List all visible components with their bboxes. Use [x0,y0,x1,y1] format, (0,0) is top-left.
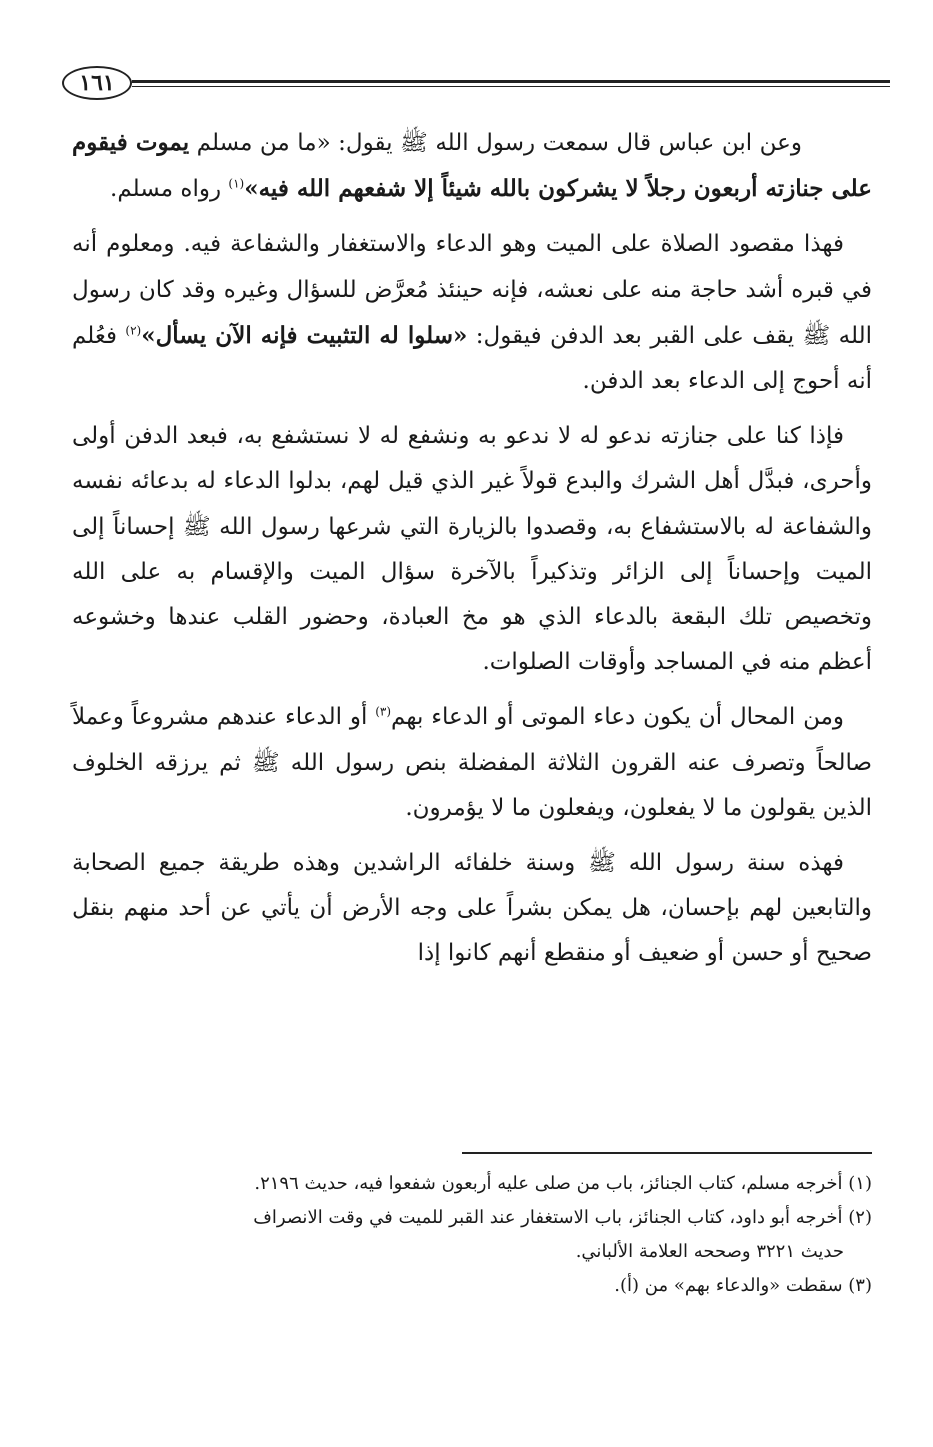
paragraph [72,695,872,831]
footnote-separator [462,1152,872,1154]
page-number: ١٦١ [62,66,132,100]
paragraph-text: فهذا مقصود الصلاة على الميت وهو الدعاء والاستغفار والشفاعة فيه. ومعلوم أنه في قبره أشد حاجة منه على نعشه، فإنه حينئذ مُعرَّض للسؤال وغيره وقد كان رسول الله ﷺ يقف على القبر بعد الدفن فيقول: [72,231,872,349]
paragraph [72,120,872,212]
footnote-ref: (١) [228,176,245,191]
page-header [62,62,890,102]
paragraph [72,841,872,977]
footnote: (٣) سقطت «والدعاء بهم» من (أ). [614,1275,872,1296]
footnote: (١) أخرجه مسلم، كتاب الجنائز، باب من صلى عليه أربعون شفعوا فيه، حديث ٢١٩٦. [254,1173,872,1194]
paragraph-text: رواه مسلم. [110,176,229,203]
paragraph-text: وعن ابن عباس قال سمعت رسول الله ﷺ يقول: «ما من مسلم [189,130,803,156]
hadith-quote: «سلوا له التثبيت فإنه الآن يسأل» [141,321,468,349]
footnote-ref: (٢) [125,323,142,338]
paragraph-text: فإذا كنا على جنازته ندعو له لا ندعو به ونشفع له لا نستشفع به، فبعد الدفن أولى وأحرى، فبدَّل أهل الشرك والبدع قولاً غير الذي قيل لهم، بدلوا الدعاء له بدعائه نفسه والشفاعة له بالاستشفاع به، وقصدوا بالزيارة التي شرعها رسول الله ﷺ إحساناً إلى الميت وإحساناً إلى الزائر وتذكيراً بالآخرة سؤال الميت والإقسام به على الله وتخصيص تلك البقعة بالدعاء الذي هو مخ العبادة، وحضور القلب عندها وخشوعه أعظم منه في المساجد وأوقات الصلوات. [72,423,872,676]
footnote: حديث ٣٢٢١ وصححه العلامة الألباني. [575,1241,844,1262]
paragraph-text: فهذه سنة رسول الله ﷺ وسنة خلفائه الراشدين وهذه طريقة جميع الصحابة والتابعين لهم بإحسان، هل يمكن بشراً على وجه الأرض أن يأتي عن أحد منهم بنقل صحيح أو حسن أو ضعيف أو منقطع أنهم كانوا إذا [72,850,872,967]
body-text [72,120,872,987]
paragraph-text: فعُلم أنه أحوج إلى الدعاء بعد الدفن. [72,322,872,395]
footnote-ref: (٣) [375,704,392,719]
footnotes [72,1167,872,1303]
header-rule [132,80,890,83]
paragraph [72,414,872,685]
paragraph-text: أو الدعاء عندهم مشروعاً وعملاً صالحاً وتصرف عنه القرون الثلاثة المفضلة بنص رسول الله ﷺ ثم يرزقه الخلوف الذين يقولون ما لا يفعلون، ويفعلون ما لا يؤمرون. [72,704,872,821]
header-rule-thin [132,86,890,87]
hadith-quote: يموت فيقوم على جنازته أربعون رجلاً لا يشركون بالله شيئاً إلا شفعهم الله فيه» [72,129,872,203]
footnote: (٢) أخرجه أبو داود، كتاب الجنائز، باب الاستغفار عند القبر للميت في وقت الانصراف [253,1207,872,1228]
paragraph [72,222,872,404]
paragraph-text: ومن المحال أن يكون دعاء الموتى أو الدعاء بهم [391,704,844,731]
